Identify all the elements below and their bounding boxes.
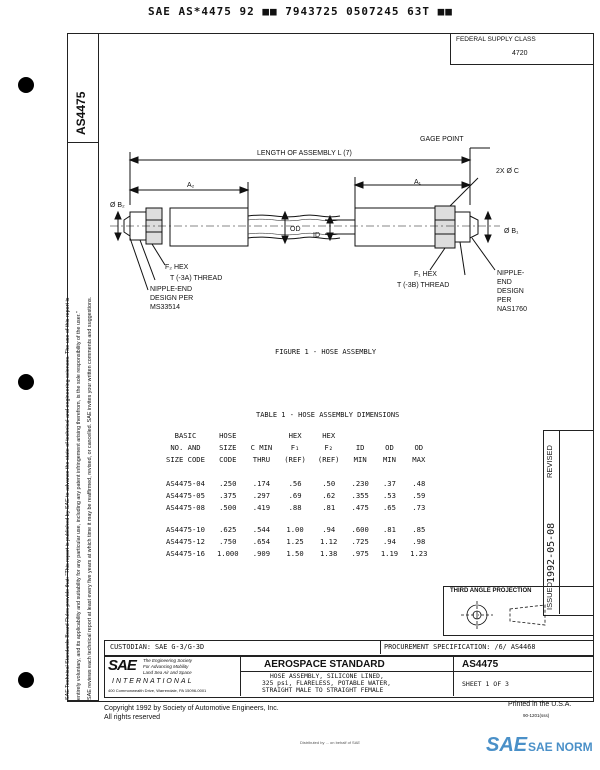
form-number: 90-1201(sss) xyxy=(523,713,550,718)
table-cell: .88 xyxy=(288,503,302,512)
custodian-divider xyxy=(380,640,381,654)
two-x-c-label: 2X Ø C xyxy=(496,168,519,175)
t-thread-right-label: T (-3B) THREAD xyxy=(397,282,450,289)
copyright-line-2: All rights reserved xyxy=(104,714,161,721)
table-cell: .250 xyxy=(219,479,237,488)
table-cell: .94 xyxy=(322,525,336,534)
table-cell: .375 xyxy=(219,491,237,500)
printed-in: Printed in the U.S.A. xyxy=(508,701,572,708)
table-cell: .73 xyxy=(412,503,426,512)
table-cell: 1.19 xyxy=(380,549,399,558)
title-block-divider-2 xyxy=(453,656,454,696)
table-title: TABLE 1 - HOSE ASSEMBLY DIMENSIONS xyxy=(256,411,400,419)
table-cell: .544 xyxy=(252,525,271,534)
table-cell: .48 xyxy=(412,479,426,488)
table-header-cell: HEX xyxy=(288,431,302,440)
table-cell: .65 xyxy=(382,503,396,512)
sae-tagline-2: For Advancing Mobility xyxy=(143,664,189,669)
table-header-row xyxy=(160,430,433,442)
table-cell: .50 xyxy=(322,479,336,488)
standard-number: AS4475 xyxy=(462,659,499,670)
gage-point-label: GAGE POINT xyxy=(420,136,464,143)
sae-international: INTERNATIONAL xyxy=(112,678,194,685)
table-header-cell xyxy=(346,430,375,442)
table-header-cell: MIN xyxy=(382,455,396,464)
length-label: LENGTH OF ASSEMBLY L (7) xyxy=(257,150,352,157)
binder-hole-middle xyxy=(18,374,34,390)
table-cell: .81 xyxy=(382,525,396,534)
table-row xyxy=(160,524,433,536)
nipple-end-right-4: PER xyxy=(497,297,512,304)
table-cell: .975 xyxy=(351,549,369,558)
disclaimer-line-3: SAE reviews each technical report at least every five years at which time it may be reaffirmed, revised, or cancelled. SAE invites your written comments and suggestions. xyxy=(87,296,93,700)
sheet-label: SHEET 1 OF 3 xyxy=(462,680,509,688)
procurement-text: PROCUREMENT SPECIFICATION: /6/ AS4468 xyxy=(384,643,536,651)
table-cell: 1.000 xyxy=(216,549,239,558)
f2-hex-label: F₂ HEX xyxy=(165,264,189,271)
table-header-cell: HEX xyxy=(322,431,336,440)
table-cell: .85 xyxy=(412,525,426,534)
table-header-cell: F₂ xyxy=(324,443,334,452)
table-header-cell: NO. AND xyxy=(170,443,201,452)
sae-tagline-1: The Engineering Society xyxy=(143,658,193,663)
table-cell: AS4475-10 xyxy=(166,525,205,534)
table-cell: 1.25 xyxy=(286,537,304,546)
table-cell: AS4475-12 xyxy=(166,537,205,546)
table-cell: .56 xyxy=(288,479,302,488)
watermark-logo: SAE xyxy=(486,734,528,756)
title-block-hline xyxy=(240,671,592,672)
standard-desc-1: HOSE ASSEMBLY, SILICONE LINED, xyxy=(270,673,384,680)
table-cell: .81 xyxy=(322,503,336,512)
table-cell: .654 xyxy=(252,537,271,546)
federal-supply-class-label: FEDERAL SUPPLY CLASS xyxy=(456,36,536,43)
projection-label: THIRD ANGLE PROJECTION xyxy=(450,588,532,594)
projection-symbol xyxy=(455,598,555,632)
nipple-end-right-5: NAS1760 xyxy=(497,306,527,313)
footer-small: Distributed by ... on behalf of SAE xyxy=(300,740,361,745)
table-header-cell: THRU xyxy=(252,455,271,464)
table-cell: .230 xyxy=(351,479,369,488)
table-cell: .94 xyxy=(382,537,396,546)
nipple-end-right-3: DESIGN xyxy=(497,288,524,295)
a1-label: A₁ xyxy=(414,179,422,186)
disclaimer-line-2: entirely voluntary, and its applicability and suitability for any particular use, including any patent infringement arising therefrom, is the sole responsibility of the user." xyxy=(76,311,82,700)
disclaimer-line-1: SAE Technical Standards Board Rules provide that: "This report is published by SAE to advance the state of technical and engineering sciences. The use of this report is xyxy=(65,297,71,700)
table-header-cell: MIN xyxy=(353,455,367,464)
table-header-cell: SIZE xyxy=(219,443,237,452)
table-header-cell: SIZE CODE xyxy=(166,455,205,464)
table-header-cell: CODE xyxy=(219,455,237,464)
table-cell: 1.00 xyxy=(286,525,304,534)
t-thread-left-label: T (-3A) THREAD xyxy=(170,275,223,282)
issued-date: 1992-05-08 xyxy=(546,522,557,583)
table-header-cell: F₁ xyxy=(290,443,300,452)
table-header-cell: C MIN xyxy=(250,443,273,452)
table-header-cell: OD xyxy=(385,443,394,452)
table-cell: .98 xyxy=(412,537,426,546)
binder-hole-top xyxy=(18,77,34,93)
dimensions-table xyxy=(160,430,433,560)
table-header-cell: (REF) xyxy=(317,455,340,464)
sae-tagline-3: Land Sea Air and Space xyxy=(143,670,192,675)
header-code: SAE AS*4475 92 ■■ 7943725 0507245 63T ■■ xyxy=(148,5,453,18)
sae-address: 400 Commonwealth Drive, Warrendale, PA 15096-0001 xyxy=(108,688,207,693)
od-label: OD xyxy=(290,226,301,233)
table-cell: .297 xyxy=(252,491,271,500)
nipple-end-left-3: MS33514 xyxy=(150,304,180,311)
binder-hole-bottom xyxy=(18,672,34,688)
table-cell: AS4475-16 xyxy=(166,549,205,558)
table-header-cell: OD xyxy=(414,443,424,452)
table-header-cell: HOSE xyxy=(219,431,237,440)
table-cell: .69 xyxy=(288,491,302,500)
table-cell: .37 xyxy=(382,479,396,488)
b2-label: Ø B₂ xyxy=(110,202,125,209)
table-cell: 1.50 xyxy=(286,549,304,558)
table-cell: .59 xyxy=(412,491,426,500)
table-cell: AS4475-04 xyxy=(166,479,205,488)
figure-caption: FIGURE 1 - HOSE ASSEMBLY xyxy=(275,348,377,356)
standard-desc-3: STRAIGHT MALE TO STRAIGHT FEMALE xyxy=(262,687,384,694)
table-row xyxy=(160,490,433,502)
table-cell: .355 xyxy=(351,491,369,500)
table-row xyxy=(160,478,433,490)
issued-label: ISSUED xyxy=(545,582,554,610)
table-cell: .174 xyxy=(252,479,271,488)
table-header-cell: BASIC xyxy=(174,431,197,440)
table-header-row xyxy=(160,442,433,454)
standard-title: AEROSPACE STANDARD xyxy=(264,659,385,670)
table-cell: 1.38 xyxy=(320,549,338,558)
table-cell: .625 xyxy=(219,525,237,534)
table-header-cell xyxy=(375,430,404,442)
table-cell: .62 xyxy=(322,491,336,500)
table-cell: .500 xyxy=(219,503,237,512)
table-cell: .750 xyxy=(219,537,237,546)
table-row xyxy=(160,548,433,560)
a2-label: A₂ xyxy=(187,182,195,189)
left-margin-column xyxy=(67,141,99,701)
f1-hex-label: F₁ HEX xyxy=(414,271,437,278)
b1-label: Ø B₁ xyxy=(504,228,519,235)
table-header-cell xyxy=(404,430,433,442)
table-cell: .909 xyxy=(252,549,271,558)
nipple-end-left-2: DESIGN PER xyxy=(150,295,194,302)
federal-supply-class-value: 4720 xyxy=(512,50,528,57)
standard-desc-2: 325 psi, FLARELESS, POTABLE WATER, xyxy=(262,680,391,687)
table-cell: .725 xyxy=(351,537,369,546)
table-cell: 1.23 xyxy=(410,549,428,558)
table-cell: AS4475-08 xyxy=(166,503,205,512)
table-row xyxy=(160,536,433,548)
title-block-divider-1 xyxy=(240,656,241,696)
table-cell: .53 xyxy=(382,491,396,500)
id-label: ID xyxy=(313,232,320,239)
copyright-line-1: Copyright 1992 by Society of Automotive Engineers, Inc. xyxy=(104,705,279,712)
table-row xyxy=(160,502,433,514)
table-header-cell: MAX xyxy=(412,455,426,464)
table-cell: .419 xyxy=(252,503,271,512)
nipple-end-right-1: NIPPLE- xyxy=(497,270,525,277)
watermark-text: SAE NORM xyxy=(528,740,593,754)
custodian-text: CUSTODIAN: SAE G-3/G-3D xyxy=(110,643,205,651)
nipple-end-right-2: END xyxy=(497,279,512,286)
nipple-end-left-1: NIPPLE-END xyxy=(150,286,193,293)
table-cell: .600 xyxy=(351,525,369,534)
table-header-cell: (REF) xyxy=(284,455,306,464)
table-cell: 1.12 xyxy=(320,537,338,546)
revised-label: REVISED xyxy=(545,445,554,478)
doc-number-vertical: AS4475 xyxy=(74,91,88,135)
table-header-cell: ID xyxy=(355,443,365,452)
table-header-row xyxy=(160,454,433,466)
table-cell: AS4475-05 xyxy=(166,491,205,500)
sae-logo: SAE xyxy=(108,657,136,674)
table-header-cell xyxy=(245,430,279,442)
table-cell: .475 xyxy=(351,503,369,512)
